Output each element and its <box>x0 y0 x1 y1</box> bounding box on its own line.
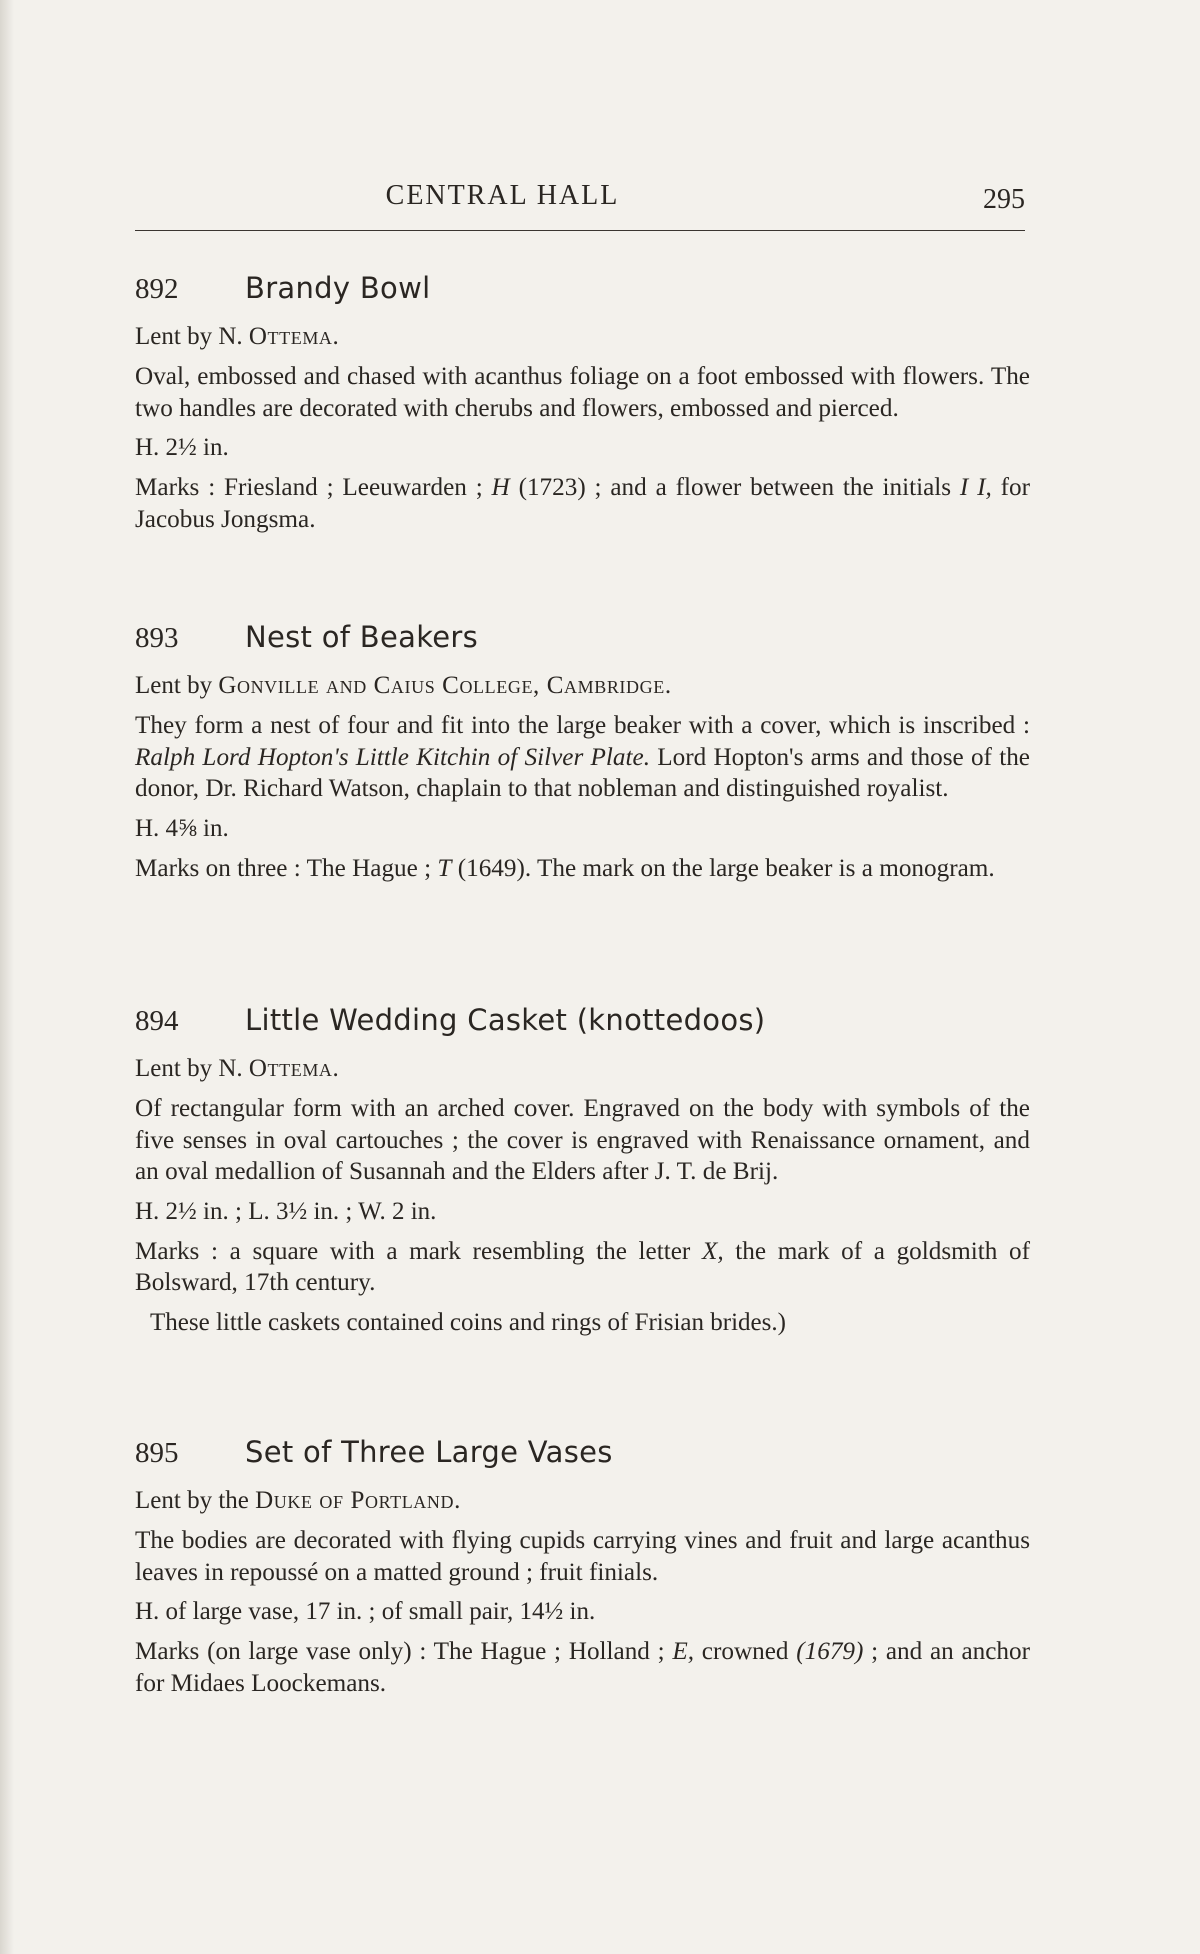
lender-name: Ottema. <box>248 323 340 350</box>
lender-line <box>135 1485 1030 1517</box>
lender-line <box>135 670 1030 702</box>
entry-marks: Marks on three : The Hague ; T (1649). The mark on the large beaker is a monogram. <box>135 854 995 882</box>
header-rule <box>135 230 1025 231</box>
lender-name: Ottema. <box>248 1055 340 1082</box>
entry-dimensions: H. 4⅝ in. <box>135 814 229 842</box>
entry-heading <box>135 1000 1030 1041</box>
entry-marks: Marks : a square with a mark resembling the letter X, the mark of a goldsmith of Bolsward, 17th century. <box>135 1237 1030 1296</box>
lender-prefix: Lent by N. <box>135 323 249 350</box>
lender-name: Gonville and Caius College, Cambridge. <box>218 672 672 699</box>
entry-description: They form a nest of four and fit into the large beaker with a cover, which is inscribed : Ralph Lord Hopton's Little Kitchin of Silver Plate. Lord Hopton's arms and those of the donor, Dr. Richard Watson, chaplain to that nobleman and distinguished royalist. <box>135 712 1030 802</box>
entry-description: The bodies are decorated with flying cupids carrying vines and fruit and large acanthus leaves in repoussé on a matted ground ; fruit finials. <box>135 1527 1030 1586</box>
entry-dimensions: H. 2½ in. <box>135 434 229 461</box>
entry-dimensions: H. 2½ in. ; L. 3½ in. ; W. 2 in. <box>135 1197 437 1225</box>
entry-title: Nest of Beakers <box>245 620 479 654</box>
entry-dimensions: H. of large vase, 17 in. ; of small pair, 14½ in. <box>135 1598 596 1625</box>
entry-description: Of rectangular form with an arched cover. Engraved on the body with symbols of the five senses in oval cartouches ; the cover is engraved with Renaissance ornament, and an oval medallion of Susannah and the Elders after J. T. de Brij. <box>135 1095 1030 1185</box>
entry-heading <box>135 1432 1030 1473</box>
entry-number: 895 <box>135 1437 179 1469</box>
entry-number: 894 <box>135 1005 179 1037</box>
running-title: CENTRAL HALL <box>385 180 620 211</box>
lender-prefix: Lent by the <box>135 1487 256 1514</box>
entry-number: 893 <box>135 622 179 654</box>
entry-893 <box>135 617 1030 892</box>
lender-line <box>135 321 1030 353</box>
entry-note: These little caskets contained coins and rings of Frisian brides.) <box>150 1308 786 1336</box>
running-head <box>135 178 1025 218</box>
entry-title: Little Wedding Casket (knottedoos) <box>245 1003 766 1037</box>
lender-prefix: Lent by N. <box>135 1055 249 1082</box>
entry-description: Oval, embossed and chased with acanthus foliage on a foot embossed with flowers. The two handles are decorated with cherubs and flowers, embossed and pierced. <box>135 363 1030 422</box>
entry-894 <box>135 1000 1030 1339</box>
page-edge-shadow <box>0 0 14 1954</box>
page-number: 295 <box>983 184 1025 215</box>
entry-title: Set of Three Large Vases <box>245 1435 613 1469</box>
entry-marks: Marks (on large vase only) : The Hague ; Holland ; E, crowned (1679) ; and an anchor for Midaes Loockemans. <box>135 1638 1030 1697</box>
entry-heading <box>135 268 1030 309</box>
entry-number: 892 <box>135 273 179 305</box>
lender-name: Duke of Portland. <box>255 1487 461 1514</box>
lender-line <box>135 1053 1030 1085</box>
entry-892 <box>135 268 1030 543</box>
entry-title: Brandy Bowl <box>245 271 431 305</box>
entry-heading <box>135 617 1030 658</box>
lender-prefix: Lent by <box>135 672 219 699</box>
entry-895 <box>135 1432 1030 1707</box>
entry-marks: Marks : Friesland ; Leeuwarden ; H (1723) ; and a flower between the initials I I, for Jacobus Jongsma. <box>135 474 1030 533</box>
